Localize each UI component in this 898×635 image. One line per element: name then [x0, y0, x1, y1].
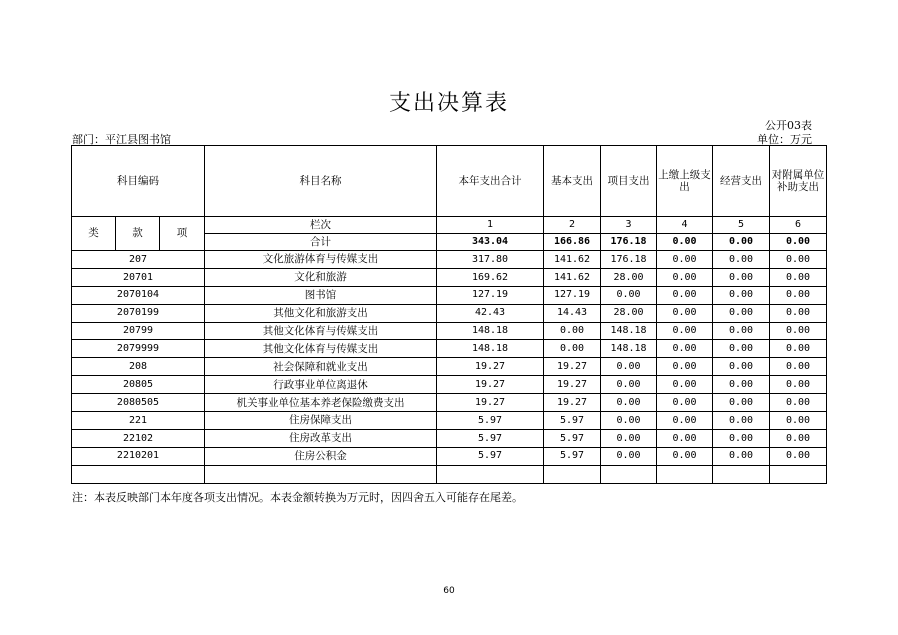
subject-code: 208 — [72, 358, 205, 376]
amount-cell: 0.00 — [713, 429, 770, 447]
subject-name: 社会保障和就业支出 — [205, 358, 437, 376]
subject-code: 2070104 — [72, 286, 205, 304]
amount-cell: 127.19 — [544, 286, 601, 304]
subject-name: 住房公积金 — [205, 447, 437, 465]
amount-cell: 0.00 — [770, 376, 827, 394]
subject-code: 2210201 — [72, 447, 205, 465]
amount-cell: 0.00 — [713, 340, 770, 358]
page-title: 支出决算表 — [388, 91, 509, 116]
amount-cell: 19.27 — [544, 376, 601, 394]
amount-cell: 28.00 — [601, 268, 657, 286]
amount-cell: 0.00 — [713, 304, 770, 322]
amount-cell: 148.18 — [437, 322, 544, 340]
amount-cell: 0.00 — [657, 286, 713, 304]
subject-name: 住房保障支出 — [205, 412, 437, 430]
header-name: 科目名称 — [205, 146, 437, 217]
amount-cell: 5.97 — [437, 447, 544, 465]
table-row — [72, 429, 827, 447]
header-lanci: 栏次 — [205, 217, 437, 234]
amount-cell: 0.00 — [657, 412, 713, 430]
amount-cell: 19.27 — [437, 394, 544, 412]
amount-cell: 141.62 — [544, 268, 601, 286]
amount-cell: 0.00 — [770, 358, 827, 376]
amount-cell: 317.80 — [437, 251, 544, 269]
col-index-2: 2 — [544, 217, 601, 234]
total-label: 合计 — [205, 234, 437, 251]
amount-cell: 0.00 — [770, 429, 827, 447]
table-row — [72, 394, 827, 412]
amount-cell: 0.00 — [601, 376, 657, 394]
amount-cell: 0.00 — [713, 268, 770, 286]
amount-cell: 0.00 — [657, 429, 713, 447]
amount-cell: 19.27 — [437, 358, 544, 376]
empty-cell — [657, 465, 713, 483]
subject-name: 其他文化体育与传媒支出 — [205, 340, 437, 358]
subject-code: 207 — [72, 251, 205, 269]
col-index-6: 6 — [770, 217, 827, 234]
amount-cell: 0.00 — [601, 358, 657, 376]
amount-cell: 0.00 — [601, 394, 657, 412]
total-value: 343.04 — [437, 234, 544, 251]
amount-cell: 5.97 — [544, 412, 601, 430]
empty-cell — [72, 465, 205, 483]
amount-cell: 0.00 — [657, 304, 713, 322]
amount-cell: 14.43 — [544, 304, 601, 322]
subject-code: 2080505 — [72, 394, 205, 412]
amount-cell: 19.27 — [544, 358, 601, 376]
expenditure-table — [71, 145, 827, 484]
department-label: 部门：平江县图书馆 — [72, 133, 171, 146]
subject-code: 2070199 — [72, 304, 205, 322]
col-index-4: 4 — [657, 217, 713, 234]
amount-cell: 0.00 — [770, 447, 827, 465]
amount-cell: 0.00 — [713, 376, 770, 394]
total-value: 166.86 — [544, 234, 601, 251]
amount-cell: 0.00 — [770, 394, 827, 412]
amount-cell: 0.00 — [657, 394, 713, 412]
amount-cell: 0.00 — [657, 268, 713, 286]
amount-cell: 28.00 — [601, 304, 657, 322]
empty-cell — [601, 465, 657, 483]
subject-code: 20701 — [72, 268, 205, 286]
footnote: 注：本表反映部门本年度各项支出情况。本表金额转换为万元时，因四舍五入可能存在尾差。 — [72, 491, 523, 504]
subject-name: 其他文化和旅游支出 — [205, 304, 437, 322]
total-value: 176.18 — [601, 234, 657, 251]
header-subsidy: 对附属单位补助支出 — [770, 146, 827, 217]
subject-name: 机关事业单位基本养老保险缴费支出 — [205, 394, 437, 412]
header-kuan: 款 — [116, 217, 160, 251]
total-value: 0.00 — [657, 234, 713, 251]
table-row — [72, 322, 827, 340]
amount-cell: 0.00 — [713, 412, 770, 430]
subject-name: 其他文化体育与传媒支出 — [205, 322, 437, 340]
amount-cell: 5.97 — [544, 447, 601, 465]
amount-cell: 0.00 — [601, 412, 657, 430]
page-number: 60 — [443, 586, 455, 596]
amount-cell: 0.00 — [601, 429, 657, 447]
header-upper: 上缴上级支出 — [657, 146, 713, 217]
col-index-1: 1 — [437, 217, 544, 234]
amount-cell: 19.27 — [544, 394, 601, 412]
amount-cell: 0.00 — [713, 394, 770, 412]
table-row — [72, 376, 827, 394]
header-code: 科目编码 — [72, 146, 205, 217]
subject-name: 住房改革支出 — [205, 429, 437, 447]
amount-cell: 0.00 — [601, 447, 657, 465]
unit-label: 单位：万元 — [757, 133, 812, 146]
subject-name: 图书馆 — [205, 286, 437, 304]
amount-cell: 5.97 — [437, 429, 544, 447]
amount-cell: 0.00 — [657, 340, 713, 358]
amount-cell: 0.00 — [657, 376, 713, 394]
empty-row — [72, 465, 827, 483]
subject-code: 20805 — [72, 376, 205, 394]
amount-cell: 0.00 — [713, 286, 770, 304]
amount-cell: 0.00 — [544, 322, 601, 340]
amount-cell: 148.18 — [601, 322, 657, 340]
subject-code: 22102 — [72, 429, 205, 447]
table-row — [72, 286, 827, 304]
amount-cell: 42.43 — [437, 304, 544, 322]
amount-cell: 0.00 — [657, 447, 713, 465]
empty-cell — [544, 465, 601, 483]
total-value: 0.00 — [713, 234, 770, 251]
form-number: 公开03表 — [765, 119, 812, 132]
total-value: 0.00 — [770, 234, 827, 251]
header-project: 项目支出 — [601, 146, 657, 217]
col-index-5: 5 — [713, 217, 770, 234]
table-row — [72, 447, 827, 465]
amount-cell: 0.00 — [770, 322, 827, 340]
subject-name: 行政事业单位离退休 — [205, 376, 437, 394]
amount-cell: 0.00 — [713, 322, 770, 340]
amount-cell: 0.00 — [713, 447, 770, 465]
amount-cell: 0.00 — [713, 251, 770, 269]
amount-cell: 0.00 — [770, 286, 827, 304]
subject-name: 文化旅游体育与传媒支出 — [205, 251, 437, 269]
amount-cell: 148.18 — [601, 340, 657, 358]
subject-code: 20799 — [72, 322, 205, 340]
table-row — [72, 358, 827, 376]
table-row — [72, 251, 827, 269]
amount-cell: 19.27 — [437, 376, 544, 394]
empty-cell — [770, 465, 827, 483]
header-business: 经营支出 — [713, 146, 770, 217]
column-index-row — [72, 217, 827, 234]
header-basic: 基本支出 — [544, 146, 601, 217]
amount-cell: 0.00 — [770, 412, 827, 430]
amount-cell: 141.62 — [544, 251, 601, 269]
amount-cell: 0.00 — [657, 358, 713, 376]
amount-cell: 169.62 — [437, 268, 544, 286]
amount-cell: 0.00 — [713, 358, 770, 376]
amount-cell: 148.18 — [437, 340, 544, 358]
subject-code: 2079999 — [72, 340, 205, 358]
table-row — [72, 304, 827, 322]
amount-cell: 5.97 — [437, 412, 544, 430]
empty-cell — [205, 465, 437, 483]
amount-cell: 5.97 — [544, 429, 601, 447]
amount-cell: 176.18 — [601, 251, 657, 269]
col-index-3: 3 — [601, 217, 657, 234]
subject-name: 文化和旅游 — [205, 268, 437, 286]
amount-cell: 0.00 — [544, 340, 601, 358]
table-row — [72, 268, 827, 286]
empty-cell — [713, 465, 770, 483]
table-row — [72, 412, 827, 430]
header-lei: 类 — [72, 217, 116, 251]
amount-cell: 0.00 — [770, 251, 827, 269]
subject-code: 221 — [72, 412, 205, 430]
amount-cell: 0.00 — [657, 251, 713, 269]
header-total: 本年支出合计 — [437, 146, 544, 217]
header-row — [72, 146, 827, 217]
amount-cell: 0.00 — [770, 304, 827, 322]
header-xiang: 项 — [160, 217, 205, 251]
amount-cell: 0.00 — [770, 268, 827, 286]
table-row — [72, 340, 827, 358]
amount-cell: 0.00 — [770, 340, 827, 358]
empty-cell — [437, 465, 544, 483]
amount-cell: 0.00 — [657, 322, 713, 340]
amount-cell: 0.00 — [601, 286, 657, 304]
amount-cell: 127.19 — [437, 286, 544, 304]
